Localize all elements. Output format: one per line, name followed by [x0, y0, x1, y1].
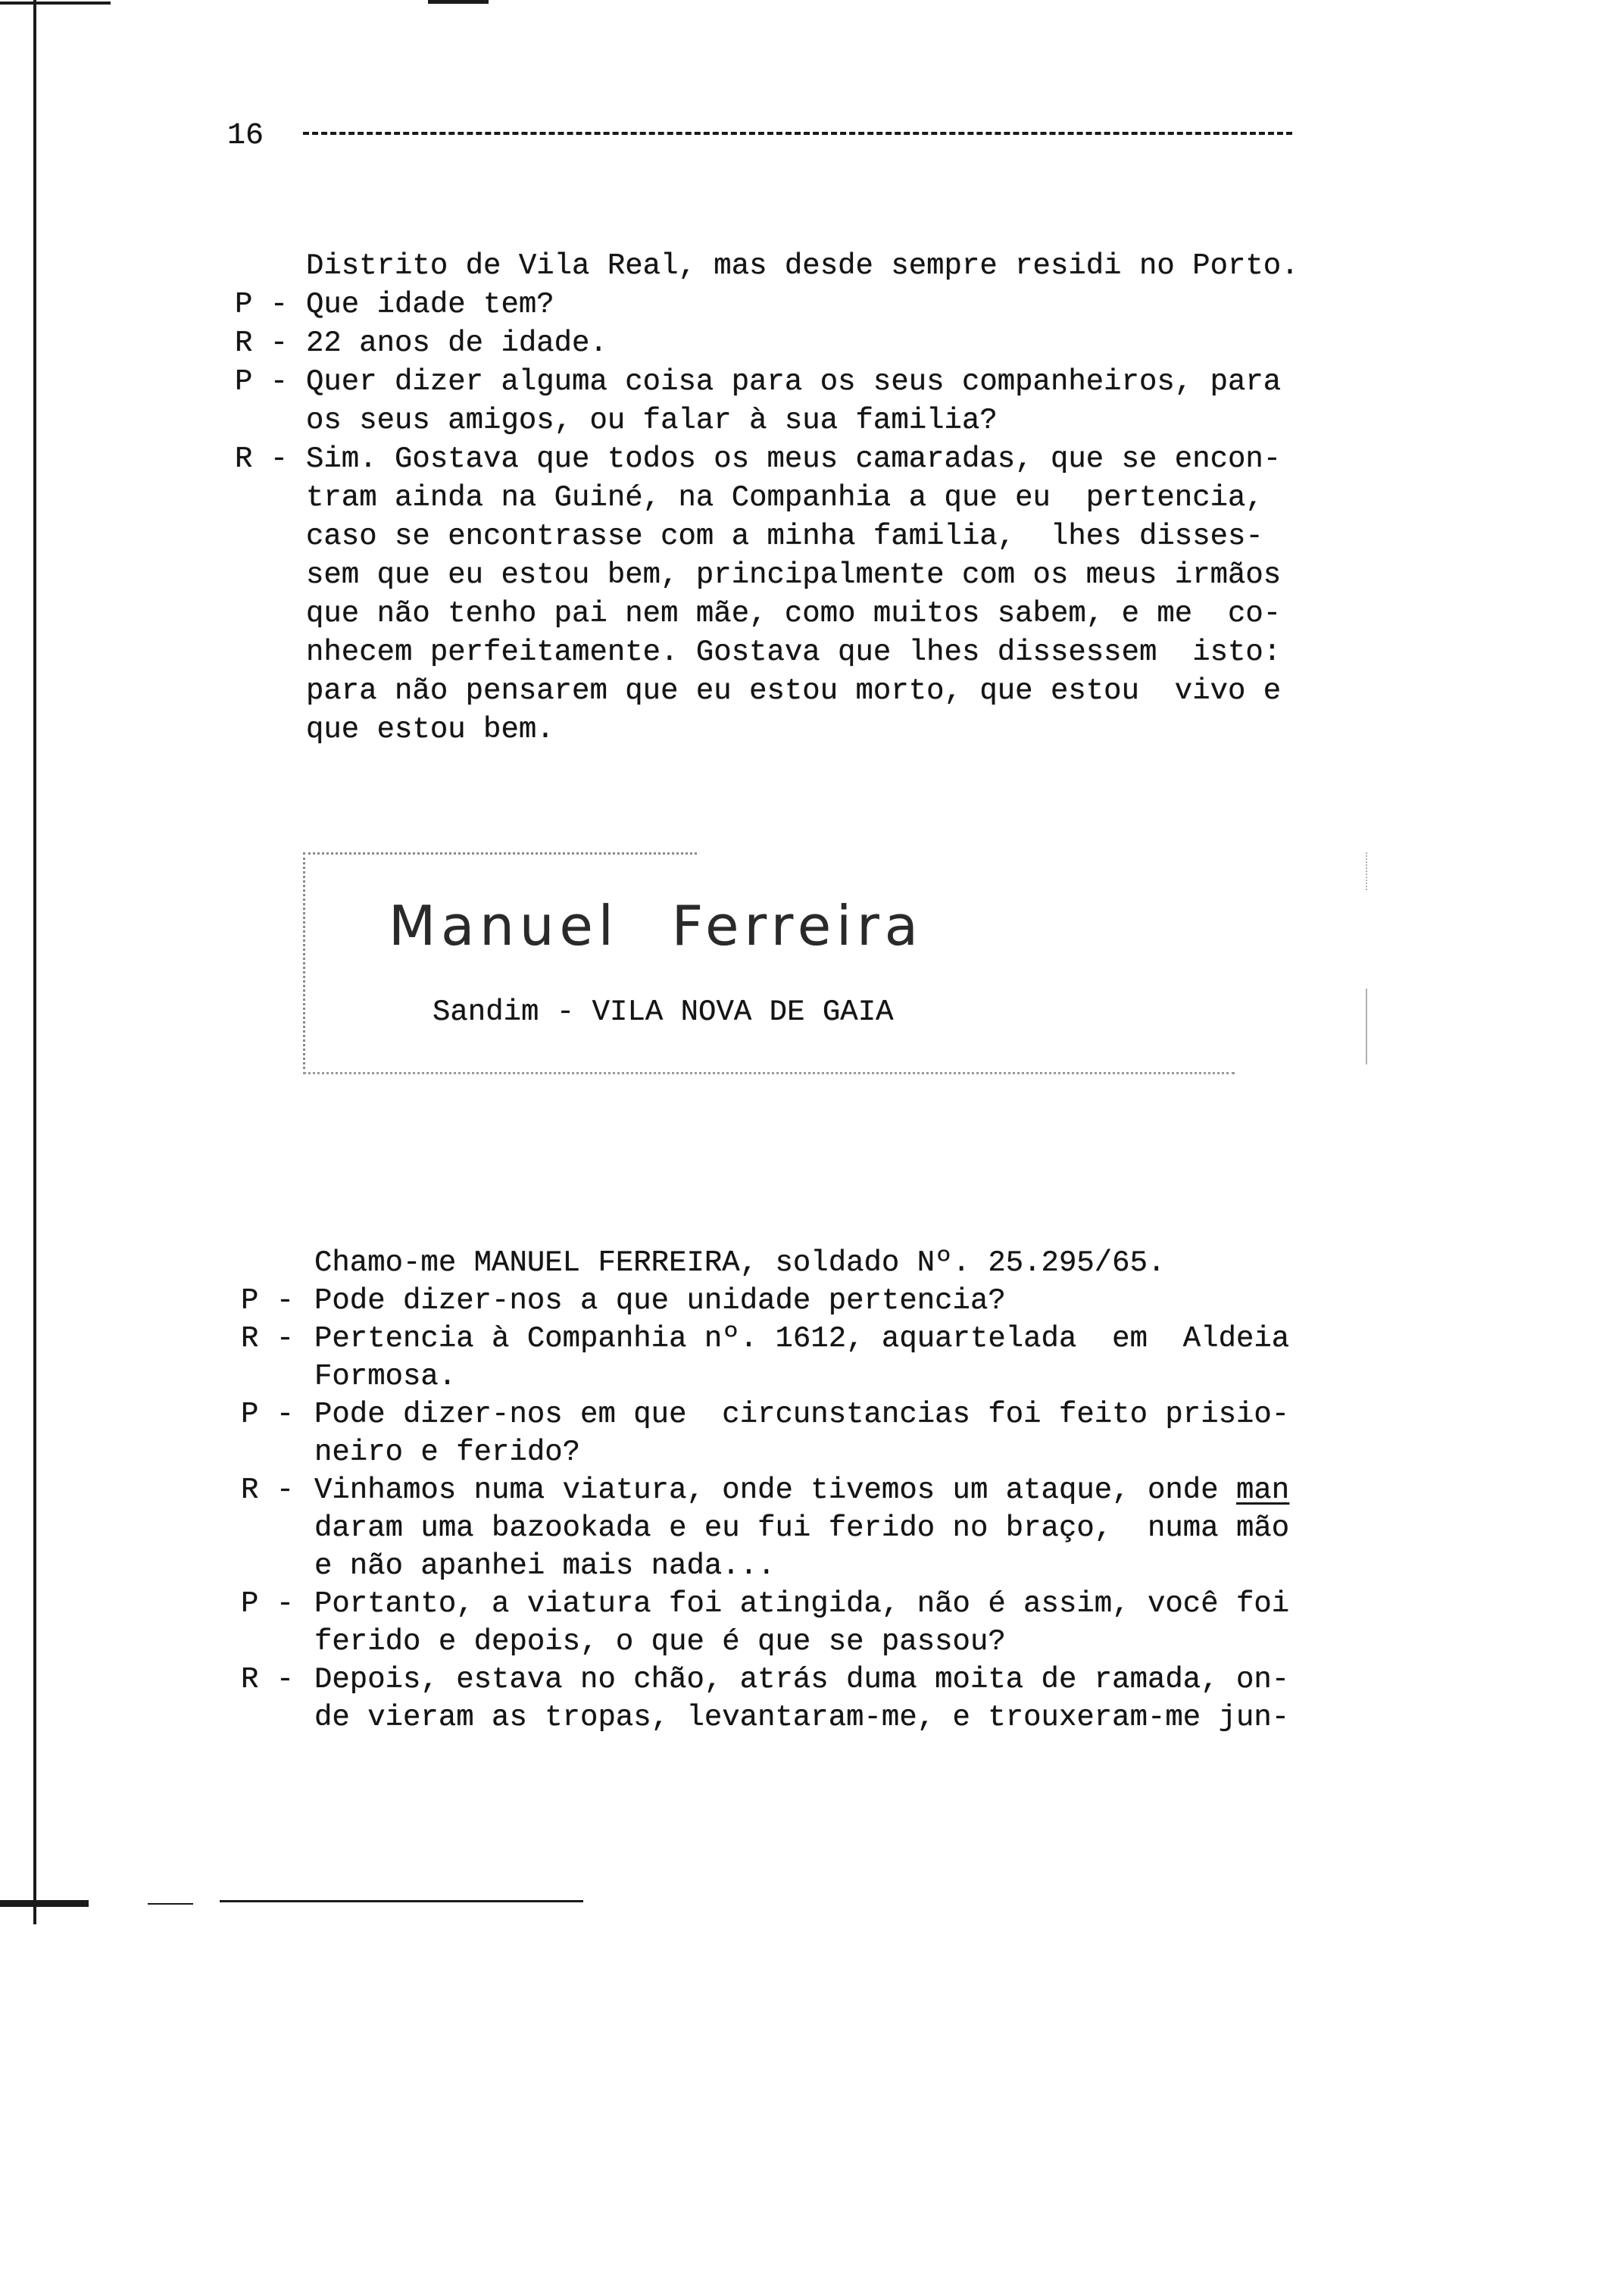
typed-line — [235, 517, 1299, 556]
interview-section-1 — [235, 247, 1299, 749]
line-text: Pode dizer-nos a que unidade pertencia? — [314, 1284, 1006, 1317]
typed-line — [235, 672, 1299, 711]
line-text: e não apanhei mais nada... — [314, 1549, 776, 1583]
speaker-label: R - — [241, 1322, 295, 1355]
typed-line — [241, 1509, 1289, 1547]
typed-line — [235, 402, 1299, 440]
line-text: os seus amigos, ou falar à sua familia? — [306, 404, 998, 437]
header-dashed-rule — [303, 132, 1292, 135]
card-border-top — [303, 852, 697, 855]
typed-line — [241, 1585, 1289, 1623]
speaker-label: P - — [235, 288, 289, 321]
typed-line — [241, 1433, 1289, 1471]
line-text: Que idade tem? — [306, 288, 554, 321]
card-border-left — [303, 852, 305, 1074]
speaker-label: R - — [235, 442, 289, 476]
line-text: Pode dizer-nos em que circunstancias foi feito prisio- — [314, 1398, 1290, 1431]
interviewee-name: Manuel Ferreira — [389, 894, 923, 958]
speaker-label: P - — [241, 1587, 295, 1621]
line-text: que estou bem. — [306, 713, 554, 746]
card-border-bottom — [303, 1072, 1235, 1074]
card-border-right-dots — [1366, 852, 1367, 890]
line-text: Distrito de Vila Real, mas desde sempre residi no Porto. — [306, 249, 1299, 283]
speaker-label: P - — [241, 1398, 295, 1431]
typed-line — [241, 1623, 1289, 1661]
typed-line — [235, 363, 1299, 402]
line-text: neiro e ferido? — [314, 1436, 581, 1469]
line-text: daram uma bazookada e eu fui ferido no braço, numa mão — [314, 1511, 1290, 1545]
typed-line — [235, 556, 1299, 595]
typed-line — [235, 440, 1299, 479]
line-text: Pertencia à Companhia nº. 1612, aquartelada em Aldeia — [314, 1322, 1290, 1355]
card-border-right — [1366, 989, 1367, 1064]
line-text: caso se encontrasse com a minha familia, lhes disses- — [306, 520, 1263, 553]
typed-line — [235, 595, 1299, 633]
scan-left-edge-line — [33, 0, 36, 1924]
typed-line — [241, 1471, 1289, 1509]
typed-line — [241, 1358, 1289, 1396]
speaker-label: P - — [235, 365, 289, 399]
typed-line — [235, 324, 1299, 363]
line-text: Depois, estava no chão, atrás duma moita de ramada, on- — [314, 1663, 1290, 1696]
line-text: Vinhamos numa viatura, onde tivemos um ataque, onde — [314, 1474, 1236, 1507]
typed-line — [235, 247, 1299, 286]
typed-line — [235, 286, 1299, 324]
speaker-label: R - — [241, 1474, 295, 1507]
line-text: que não tenho pai nem mãe, como muitos sabem, e me co- — [306, 597, 1282, 630]
line-text: de vieram as tropas, levantaram-me, e trouxeram-me jun- — [314, 1701, 1290, 1734]
typed-line — [235, 633, 1299, 672]
interview-section-2 — [241, 1244, 1289, 1736]
line-text: tram ainda na Guiné, na Companhia a que eu pertencia, — [306, 481, 1263, 514]
page-number: 16 — [227, 119, 264, 153]
interviewee-place: Sandim - VILA NOVA DE GAIA — [433, 995, 894, 1029]
speaker-label: P - — [241, 1284, 295, 1317]
line-text: Portanto, a viatura foi atingida, não é assim, você foi — [314, 1587, 1290, 1621]
scan-bottom-rule — [220, 1900, 583, 1902]
typed-line — [241, 1244, 1289, 1282]
line-text: 22 anos de idade. — [306, 327, 607, 360]
scan-bottom-left-mark — [0, 1900, 89, 1907]
scan-bottom-dash — [148, 1903, 193, 1905]
line-text: nhecem perfeitamente. Gostava que lhes dissessem isto: — [306, 636, 1282, 669]
underlined-text: man — [1236, 1474, 1290, 1507]
line-text: sem que eu estou bem, principalmente com os meus irmãos — [306, 558, 1282, 592]
interviewee-name-card — [303, 852, 1367, 1074]
typed-line — [235, 711, 1299, 749]
typed-line — [241, 1320, 1289, 1358]
typed-line — [235, 479, 1299, 517]
line-text: Formosa. — [314, 1360, 457, 1393]
line-text: ferido e depois, o que é que se passou? — [314, 1625, 1006, 1658]
speaker-label: R - — [235, 327, 289, 360]
line-text: Chamo-me MANUEL FERREIRA, soldado Nº. 25.295/65. — [314, 1246, 1166, 1280]
typed-line — [241, 1661, 1289, 1699]
line-text: Sim. Gostava que todos os meus camaradas, que se encon- — [306, 442, 1282, 476]
typed-line — [241, 1547, 1289, 1585]
line-text: para não pensarem que eu estou morto, que estou vivo e — [306, 674, 1282, 708]
typed-line — [241, 1282, 1289, 1320]
typed-line — [241, 1396, 1289, 1433]
typed-line — [241, 1699, 1289, 1736]
line-text: Quer dizer alguma coisa para os seus companheiros, para — [306, 365, 1282, 399]
scan-top-left-mark — [0, 2, 111, 5]
speaker-label: R - — [241, 1663, 295, 1696]
scan-top-mark — [428, 0, 489, 4]
